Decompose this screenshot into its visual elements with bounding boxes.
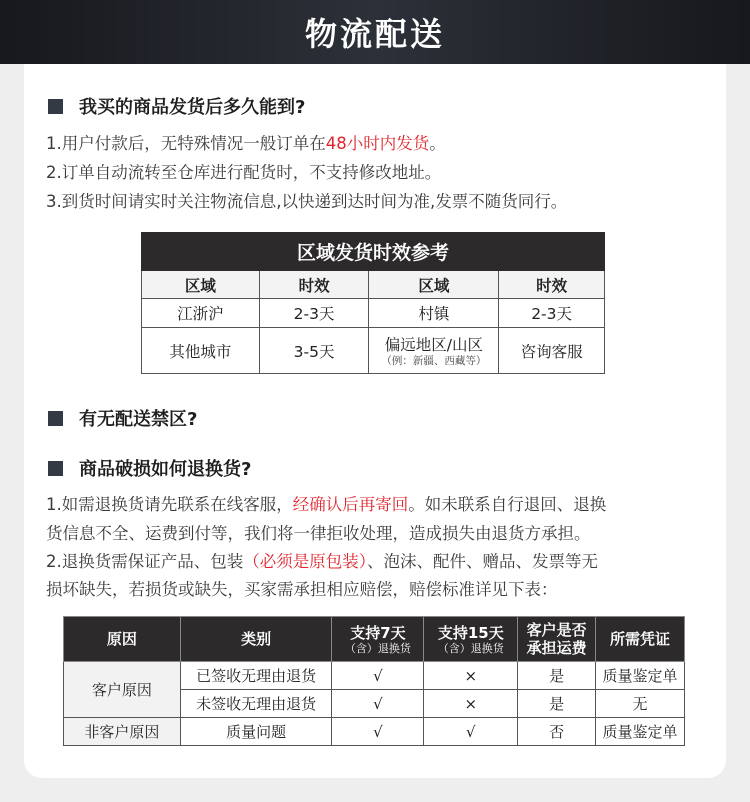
text-segment: 。如未联系自行退回、退换 <box>408 495 607 514</box>
table-row <box>142 328 605 374</box>
table-cell: 客户原因 <box>64 662 181 718</box>
delivery-line-3: 3.到货时间请实时关注物流信息,以快递到达时间为准,发票不随货同行。 <box>46 192 568 211</box>
table-cell: × <box>424 662 518 690</box>
column-header: 客户是否承担运费 <box>518 617 596 662</box>
table-row <box>142 299 605 328</box>
table-row <box>64 662 685 690</box>
section-heading-delivery-time <box>48 93 305 119</box>
returns-line-3 <box>46 548 598 576</box>
section-title: 商品破损如何退换货? <box>79 459 252 480</box>
column-header: 时效 <box>499 271 605 299</box>
square-bullet-icon <box>48 99 63 114</box>
column-header: 时效 <box>259 271 369 299</box>
column-header: 区域 <box>369 271 499 299</box>
table-cell: √ <box>332 718 424 746</box>
section-title: 我买的商品发货后多久能到? <box>79 97 306 118</box>
table-cell: 3-5天 <box>259 328 369 374</box>
table-cell: 未签收无理由退货 <box>180 690 332 718</box>
section-title: 有无配送禁区? <box>79 409 198 430</box>
table-cell: 质量问题 <box>180 718 332 746</box>
highlight-text: （必须是原包装） <box>243 552 367 571</box>
section-heading-no-delivery-zone <box>48 405 197 431</box>
table-cell: √ <box>424 718 518 746</box>
text-segment: 。 <box>429 134 446 153</box>
page-title: 物流配送 <box>304 15 445 53</box>
column-header: 原因 <box>64 617 181 662</box>
shipping-time-table <box>141 232 605 374</box>
table-cell: 咨询客服 <box>499 328 605 374</box>
table-cell: × <box>424 690 518 718</box>
header-sub: （含）退换货 <box>437 641 504 655</box>
text-segment: 、泡沫、配件、赠品、发票等无 <box>367 552 598 571</box>
page-header <box>0 0 750 64</box>
column-header: 所需凭证 <box>596 617 685 662</box>
column-header: 类别 <box>180 617 332 662</box>
column-header: 区域 <box>142 271 260 299</box>
table-title: 区域发货时效参考 <box>142 233 605 271</box>
table-cell <box>369 328 499 374</box>
table-cell: 村镇 <box>369 299 499 328</box>
region-name: 偏远地区/山区 <box>384 336 483 354</box>
table-cell: 江浙沪 <box>142 299 260 328</box>
delivery-line-2: 2.订单自动流转至仓库进行配货时，不支持修改地址。 <box>46 163 442 182</box>
returns-line-2: 货信息不全、运费到付等，我们将一律拒收处理，造成损失由退货方承担。 <box>46 524 591 543</box>
column-header <box>424 617 518 662</box>
table-cell: 已签收无理由退货 <box>180 662 332 690</box>
square-bullet-icon <box>48 411 63 426</box>
text-segment: 2.退换货需保证产品、包装 <box>46 552 244 571</box>
table-cell: 质量鉴定单 <box>596 662 685 690</box>
header-sub: （含）退换货 <box>344 641 411 655</box>
table-cell: 2-3天 <box>259 299 369 328</box>
square-bullet-icon <box>48 461 63 476</box>
table-cell: √ <box>332 662 424 690</box>
text-segment: 1.如需退换货请先联系在线客服， <box>46 495 293 514</box>
table-cell: 2-3天 <box>499 299 605 328</box>
text-segment: 1.用户付款后，无特殊情况一般订单在 <box>46 134 326 153</box>
table-cell: 其他城市 <box>142 328 260 374</box>
header-main: 支持7天 <box>350 623 406 642</box>
highlight-text: 48小时内发货 <box>325 134 430 153</box>
returns-line-1 <box>46 491 606 519</box>
delivery-line-1 <box>46 130 446 158</box>
table-cell: 无 <box>596 690 685 718</box>
table-row <box>64 718 685 746</box>
table-cell: 是 <box>518 690 596 718</box>
table-cell: √ <box>332 690 424 718</box>
table-cell: 否 <box>518 718 596 746</box>
return-policy-table <box>63 616 685 746</box>
section-heading-damage-returns <box>48 455 251 481</box>
column-header <box>332 617 424 662</box>
table-cell: 是 <box>518 662 596 690</box>
header-main: 支持15天 <box>437 623 504 642</box>
returns-line-4: 损坏缺失，若损货或缺失，买家需承担相应赔偿，赔偿标准详见下表： <box>46 580 558 599</box>
region-note: （例：新疆、西藏等） <box>381 355 487 367</box>
table-cell: 质量鉴定单 <box>596 718 685 746</box>
table-cell: 非客户原因 <box>64 718 181 746</box>
highlight-text: 经确认后再寄回 <box>292 495 409 514</box>
